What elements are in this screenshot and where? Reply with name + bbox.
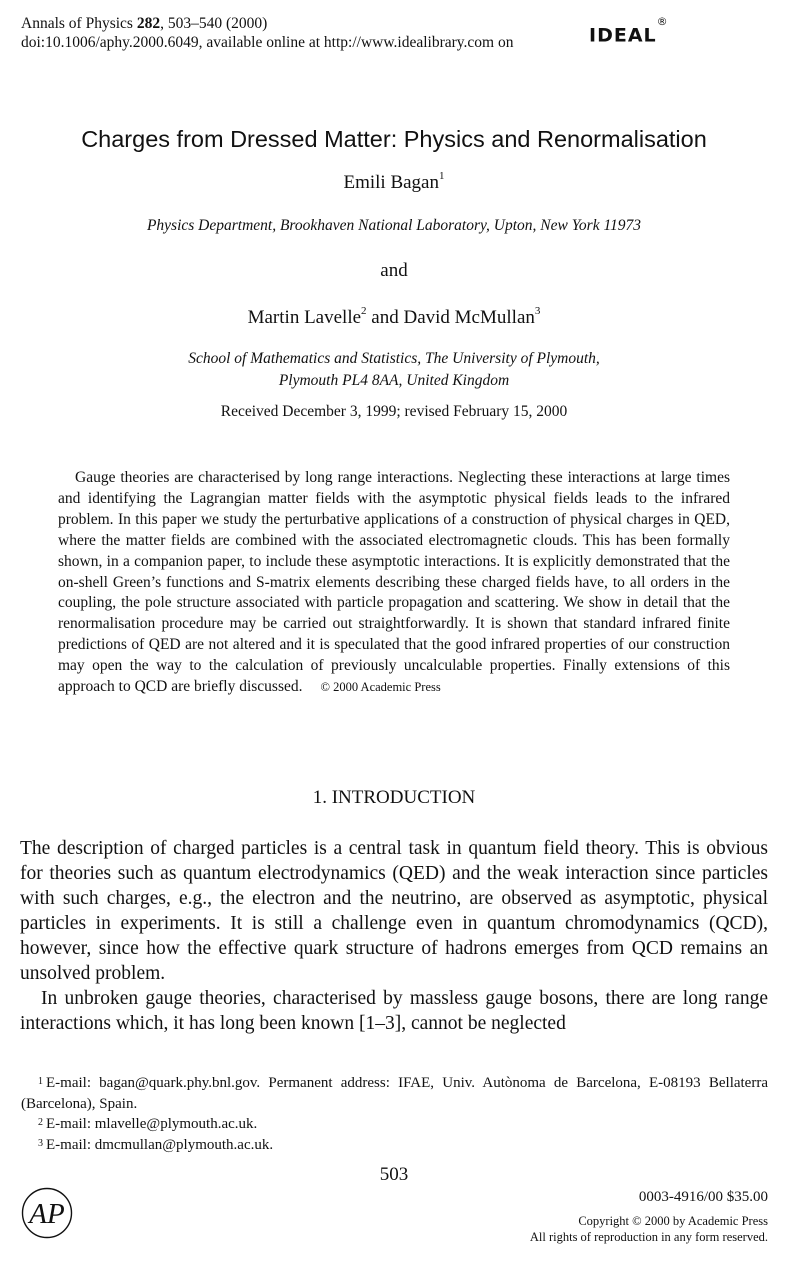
author-lavelle: Martin Lavelle (247, 307, 362, 328)
affiliation-brookhaven: Physics Department, Brookhaven National Laboratory, Upton, New York 11973 (146, 217, 642, 234)
footnote-3-mark: 3 (38, 1137, 43, 1149)
journal-name: Annals of Physics (21, 15, 133, 32)
abstract-copyright: © 2000 Academic Press (320, 680, 441, 695)
body-paragraph-1: The description of charged particles is a central task in quantum field theory. This is obvious for theories such as quantum electrodynamics (QED) and the weak interaction since particles with such charges, e.g., the electron and the neutrino, are observed as asymptotic, physical particles in experiments. It is still a challenge even in quantum chromodynamics (QCD), however, since how the effective quark structure of hadrons emerges from QCD remains an unsolved problem. (20, 838, 768, 984)
footnote-mark-2: 2 (361, 305, 367, 317)
abstract (58, 468, 730, 698)
footnote-mark-3: 3 (534, 305, 541, 317)
abstract-paragraph (58, 468, 730, 698)
footnote-1 (21, 1073, 768, 1114)
body-text (20, 836, 768, 1036)
footnote-3 (21, 1135, 768, 1156)
section-number: 1. (312, 787, 327, 808)
footnote-2-mark: 2 (38, 1117, 43, 1128)
footnotes (21, 1073, 768, 1155)
footnote-1-text: E-mail: bagan@quark.phy.bnl.gov. Permanent address: IFAE, Univ. Autònoma de Barcelona, E-08193 Bellaterra (Barcelona), Spain. (21, 1075, 768, 1112)
publisher-rights: All rights of reproduction in any form reserved. (529, 1229, 768, 1244)
footnote-3-text: E-mail: dmcmullan@plymouth.ac.uk. (46, 1136, 274, 1153)
footnote-mark-1: 1 (439, 170, 445, 182)
ideal-logo (589, 15, 669, 47)
page-number: 503 (379, 1164, 409, 1185)
doi-line: doi:10.1006/aphy.2000.6049, available online at http://www.idealibrary.com on (21, 34, 514, 51)
ideal-logo-text: IDEAL (589, 24, 657, 47)
affiliation-plymouth-line-1: School of Mathematics and Statistics, The University of Plymouth, (188, 350, 600, 367)
affiliation-plymouth (0, 348, 788, 392)
svg-text:AP: AP (29, 1198, 65, 1230)
body-paragraph-2: In unbroken gauge theories, characterised by massless gauge bosons, there are long range interactions which, it has long been known [1–3], cannot be neglected (20, 988, 768, 1034)
footnote-1-mark: 1 (38, 1076, 43, 1087)
journal-pages: , 503–540 (2000) (160, 15, 268, 32)
journal-citation (21, 14, 513, 33)
author-bagan: Emili Bagan (343, 172, 439, 193)
received-dates: Received December 3, 1999; revised February 15, 2000 (220, 403, 568, 420)
affiliation-plymouth-line-2: Plymouth PL4 8AA, United Kingdom (278, 372, 510, 389)
publisher-info (530, 1189, 768, 1245)
registered-mark: ® (656, 15, 669, 28)
author-line-1 (0, 172, 788, 194)
section-title: INTRODUCTION (331, 787, 476, 808)
footnote-2 (21, 1114, 768, 1135)
abstract-text: Gauge theories are characterised by long range interactions. Neglecting these interactions at large times and identifying the Lagrangian matter fields with the asymptotic physical fields leads to the infrared problem. In this paper we study the perturbative applications of a construction of physical charges in QED, where the matter fields are combined with the associated electromagnetic clouds. This has been formally shown, in a companion paper, to include these asymptotic interactions. It is explicitly demonstrated that the on-shell Green’s functions and S-matrix elements describing these charged fields have, to all orders in the coupling, the pole structure associated with particle propagation and scattering. We show in detail that the renormalisation procedure may be carried out straightforwardly. It is shown that standard infrared finite predictions of QED are not altered and it is speculated that the good infrared properties of our construction may open the way to the calculation of previously uncalculable properties. Finally extensions of this approach to QCD are briefly discussed. (58, 469, 730, 696)
section-heading (0, 787, 788, 809)
author-mcmullan: David McMullan (403, 307, 535, 328)
academic-press-logo (21, 1187, 73, 1239)
author-line-2 (0, 307, 788, 329)
and-separator: and (380, 260, 408, 281)
issn-price: 0003-4916/00 $35.00 (638, 1189, 768, 1205)
author-joiner: and (366, 307, 404, 328)
journal-volume: 282 (136, 15, 161, 32)
journal-header (21, 14, 513, 52)
footnote-2-text: E-mail: mlavelle@plymouth.ac.uk. (46, 1116, 258, 1132)
paper-title: Charges from Dressed Matter: Physics and Renormalisation (81, 126, 707, 152)
publisher-copyright: Copyright © 2000 by Academic Press (578, 1214, 768, 1228)
